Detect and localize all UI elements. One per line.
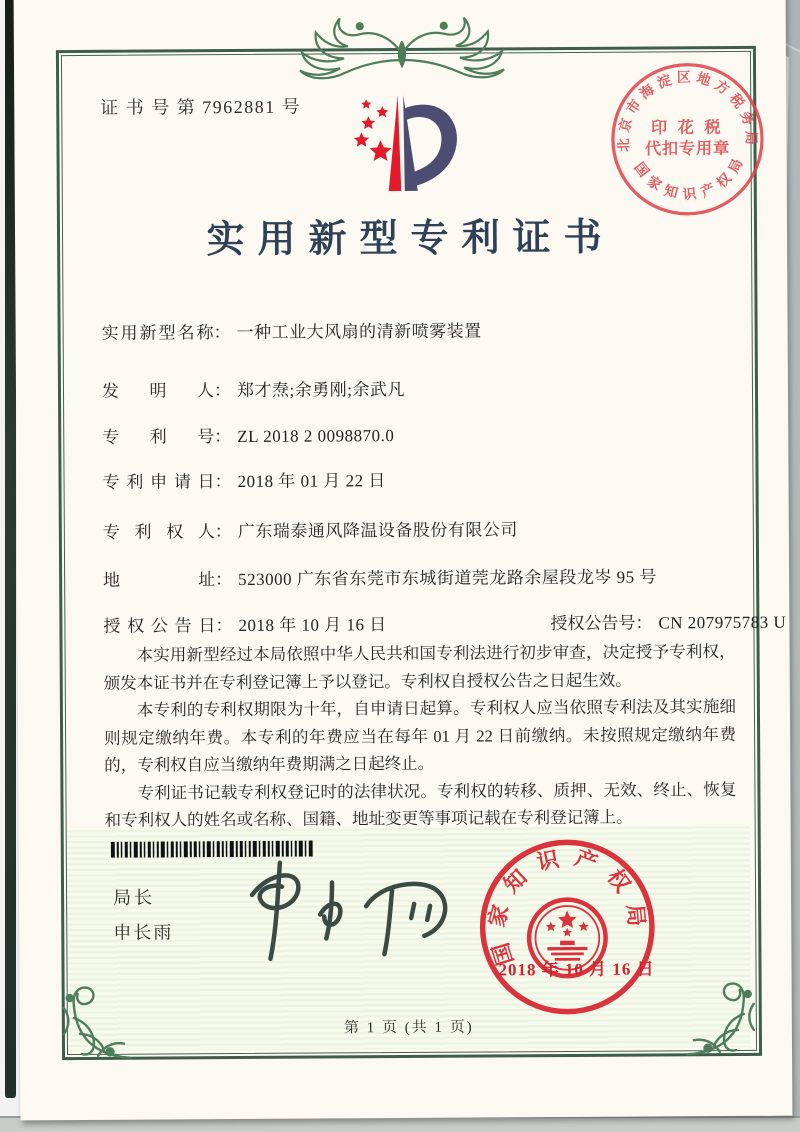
field-colon: ： [214, 522, 232, 542]
tax-stamp [606, 58, 769, 221]
field-row-grant-date [103, 608, 787, 637]
field-value: 郑才焘;余勇刚;余武凡 [236, 379, 405, 401]
official-seal [476, 835, 659, 1018]
field-row-inventors [102, 375, 405, 402]
field-colon: ： [215, 570, 233, 590]
field-colon: ： [214, 427, 232, 447]
field-row-name [102, 317, 482, 344]
seal-date: 2018 年 10 月 16 日 [498, 959, 655, 980]
field-colon: ： [635, 613, 653, 633]
field-label: 发明人 [101, 381, 215, 401]
field-value: CN 207975783 U [658, 612, 787, 633]
field-row-address [103, 562, 657, 590]
field-value: 523000 广东省东莞市东城街道莞龙路余屋段龙岑 95 号 [238, 567, 657, 590]
signer-name: 申长雨 [113, 922, 174, 943]
page-footer: 第 1 页 (共 1 页) [343, 1019, 474, 1037]
field-row-filing-date [102, 466, 385, 493]
signature [224, 856, 465, 967]
dragon-ornament-icon [264, 7, 540, 85]
field-label: 专利权人 [102, 522, 215, 542]
legal-text [104, 638, 737, 834]
field-colon: ： [213, 323, 231, 343]
logo-red-wedge [388, 95, 401, 191]
field-value: 一种工业大风扇的清新喷雾装置 [236, 321, 482, 343]
field-label: 授权公告号 [550, 613, 636, 634]
seal-ring-text: 国家知识产权局 [484, 844, 650, 968]
field-value: 2018 年 10 月 16 日 [238, 615, 387, 636]
svg-text:国家知识产权局 [631, 151, 748, 203]
field-label: 授权公告日 [103, 616, 216, 636]
field-row-patent-no [102, 421, 394, 448]
field-label: 专利号 [102, 427, 215, 447]
certificate-paper [14, 0, 793, 1120]
tax-stamp-line1: 印 花 税 [650, 118, 724, 137]
field-value: 广东瑞泰通风降温设备股份有限公司 [237, 520, 518, 542]
field-label: 专利申请日 [102, 472, 215, 492]
paragraph: 专利证书记载专利权登记时的法律状况。专利权的转移、质押、无效、终止、恢复和专利权人的姓名或名称、国籍、地址变更等事项记载在专利登记簿上。 [104, 779, 737, 830]
field-grant-number [550, 608, 786, 634]
paragraph: 本专利的专利权期限为十年，自申请日起算。专利权人应当依照专利法及其实施细则规定缴纳年费。本专利的年费应当在每年 01 月 22 日前缴纳。未按照规定缴纳年费的，专利权自应当缴纳年费期满之日起终止。 [104, 696, 737, 775]
tax-stamp-line2: 代扣专用章 [644, 139, 731, 159]
field-colon: ： [214, 472, 232, 492]
field-colon: ： [215, 616, 233, 636]
star-icon [354, 99, 392, 161]
tax-stamp-arc-bottom: 国家知识产权局 [631, 150, 749, 203]
tax-stamp-arc-top: 北京市海淀区地方税务局 [616, 69, 759, 153]
field-label: 实用新型名称 [101, 323, 214, 343]
signer-title: 局长 [113, 887, 156, 908]
certificate-title: 实用新型专利证书 [206, 216, 615, 262]
paragraph: 本实用新型经过本局依照中华人民共和国专利法进行初步审查，决定授予专利权，颁发本证书并在专利登记簿上予以登记。专利权自授权公告之日起生效。 [103, 641, 736, 693]
field-value: 2018 年 01 月 22 日 [237, 471, 386, 492]
field-value: ZL 2018 2 0098870.0 [237, 426, 395, 447]
logo-p-bowl [405, 104, 457, 186]
field-row-patentee [103, 515, 518, 543]
field-label: 地址 [103, 570, 216, 590]
barcode [111, 841, 313, 858]
certificate-number: 证 书 号 第 7962881 号 [100, 96, 302, 118]
field-colon: ： [213, 381, 232, 401]
cnipa-logo [326, 88, 467, 199]
